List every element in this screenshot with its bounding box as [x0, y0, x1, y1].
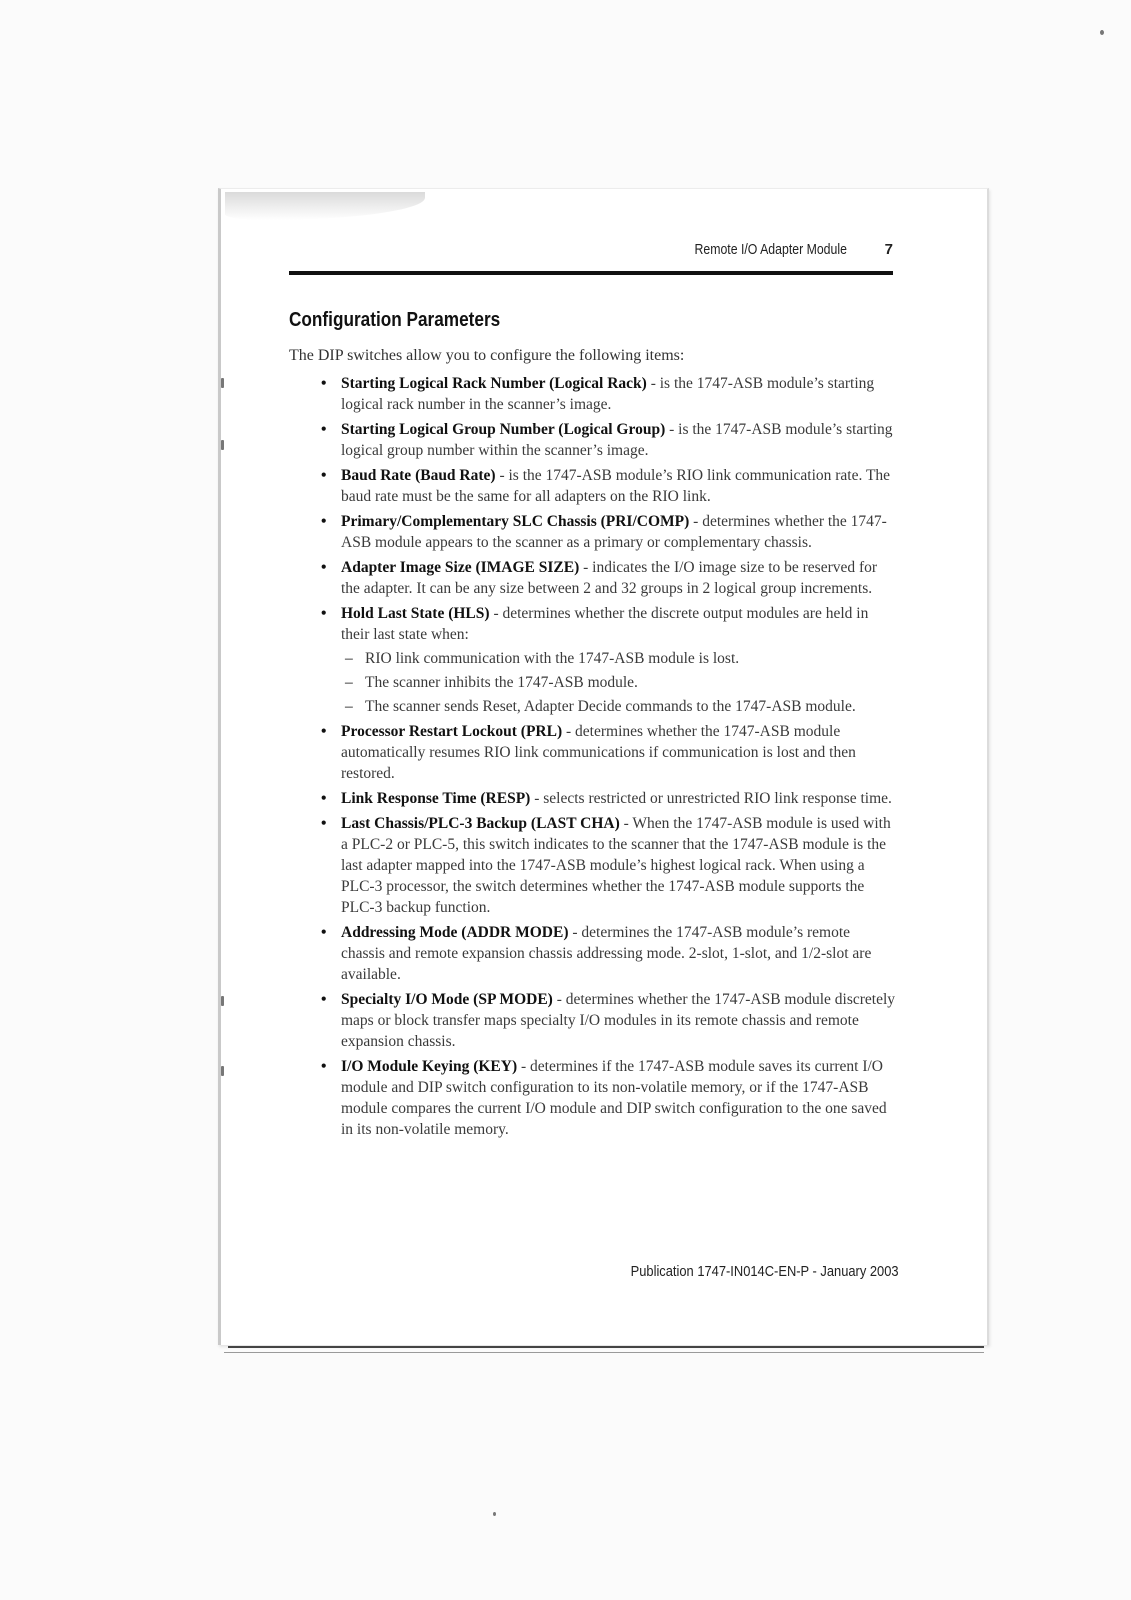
item-term: Processor Restart Lockout (PRL)	[341, 723, 563, 740]
item-term: Link Response Time (RESP)	[341, 790, 531, 807]
list-item	[321, 788, 896, 809]
bullet-icon: •	[321, 723, 327, 740]
page-number: 7	[884, 241, 893, 258]
page-header	[289, 241, 893, 267]
scan-speck	[221, 1066, 224, 1076]
item-description: - determines the 1747-ASB module’s remote chassis and remote expansion chassis addressing mode. 2-slot, 1-slot, and 1/2-slot are available.	[341, 924, 872, 983]
item-term: Baud Rate (Baud Rate)	[341, 467, 496, 484]
list-item	[321, 1056, 896, 1140]
list-item	[321, 989, 896, 1052]
publication-footer: Publication 1747-IN014C-EN-P - January 2003	[631, 1263, 899, 1280]
section-intro: The DIP switches allow you to configure the following items:	[289, 347, 685, 364]
dash-icon: –	[345, 650, 353, 667]
bullet-icon: •	[321, 605, 327, 622]
bullet-icon: •	[321, 924, 327, 941]
list-item	[321, 465, 896, 507]
scan-speck	[493, 1512, 496, 1516]
item-description: - is the 1747-ASB module’s starting logical group number within the scanner’s image.	[341, 421, 893, 459]
item-description: - determines whether the 1747-ASB module appears to the scanner as a primary or complementary chassis.	[341, 513, 887, 551]
sub-list	[341, 648, 896, 717]
bullet-icon: •	[321, 513, 327, 530]
item-description: - is the 1747-ASB module’s starting logical rack number in the scanner’s image.	[341, 375, 875, 413]
scan-speck	[221, 378, 224, 388]
section-heading: Configuration Parameters	[289, 309, 501, 331]
sub-item-text: RIO link communication with the 1747-ASB module is lost.	[365, 650, 740, 667]
dash-icon: –	[345, 674, 353, 691]
item-term: Primary/Complementary SLC Chassis (PRI/COMP)	[341, 513, 690, 530]
bullet-icon: •	[321, 991, 327, 1008]
bullet-icon: •	[321, 1058, 327, 1075]
list-item	[321, 603, 896, 717]
bullet-icon: •	[321, 790, 327, 807]
bullet-icon: •	[321, 421, 327, 438]
item-description: - selects restricted or unrestricted RIO link response time.	[530, 790, 892, 807]
parameter-list	[321, 373, 896, 1144]
scan-speck	[221, 440, 224, 450]
bullet-icon: •	[321, 815, 327, 832]
list-item	[321, 419, 896, 461]
list-item	[321, 511, 896, 553]
sub-item-text: The scanner inhibits the 1747-ASB module.	[365, 674, 638, 691]
list-item	[321, 557, 896, 599]
item-term: Starting Logical Rack Number (Logical Rack)	[341, 375, 647, 392]
item-description: - determines if the 1747-ASB module saves its current I/O module and DIP switch configuration to its non-volatile memory, or if the 1747-ASB module compares the current I/O module and DIP switch configuration to the one saved in its non-volatile memory.	[341, 1058, 887, 1138]
header-title: Remote I/O Adapter Module	[694, 241, 847, 258]
item-description: - When the 1747-ASB module is used with a PLC-2 or PLC-5, this switch indicates to the scanner that the 1747-ASB module is the last adapter mapped into the 1747-ASB module’s highest logical rack. When using a PLC-3 processor, the switch determines whether the 1747-ASB module supports the PLC-3 backup function.	[341, 815, 891, 916]
list-item	[321, 373, 896, 415]
item-description: - determines whether the discrete output modules are held in their last state when:	[341, 605, 869, 643]
list-item	[321, 813, 896, 918]
sub-list-item	[341, 648, 896, 669]
sub-list-item	[341, 672, 896, 693]
document-page	[218, 188, 989, 1345]
scan-speck	[1100, 30, 1104, 35]
scan-speck	[221, 996, 224, 1006]
item-term: Last Chassis/PLC-3 Backup (LAST CHA)	[341, 815, 620, 832]
item-description: - is the 1747-ASB module’s RIO link communication rate. The baud rate must be the same for all adapters on the RIO link.	[341, 467, 891, 505]
sub-item-text: The scanner sends Reset, Adapter Decide commands to the 1747-ASB module.	[365, 698, 856, 715]
item-term: Addressing Mode (ADDR MODE)	[341, 924, 569, 941]
dash-icon: –	[345, 698, 353, 715]
item-term: Adapter Image Size (IMAGE SIZE)	[341, 559, 580, 576]
list-item	[321, 922, 896, 985]
page-bottom-edge	[228, 1346, 984, 1348]
item-description: - determines whether the 1747-ASB module automatically resumes RIO link communications if communication is lost and then restored.	[341, 723, 856, 782]
item-term: I/O Module Keying (KEY)	[341, 1058, 518, 1075]
header-rule	[289, 271, 893, 275]
item-term: Hold Last State (HLS)	[341, 605, 490, 622]
bullet-icon: •	[321, 375, 327, 392]
item-description: - determines whether the 1747-ASB module discretely maps or block transfer maps specialty I/O modules in its remote chassis and remote expansion chassis.	[341, 991, 896, 1050]
bullet-icon: •	[321, 467, 327, 484]
bullet-icon: •	[321, 559, 327, 576]
sub-list-item	[341, 696, 896, 717]
page-bottom-edge-secondary	[224, 1352, 984, 1353]
item-term: Specialty I/O Mode (SP MODE)	[341, 991, 553, 1008]
item-term: Starting Logical Group Number (Logical Group)	[341, 421, 666, 438]
list-item	[321, 721, 896, 784]
item-description: - indicates the I/O image size to be reserved for the adapter. It can be any size between 2 and 32 groups in 2 logical group increments.	[341, 559, 878, 597]
